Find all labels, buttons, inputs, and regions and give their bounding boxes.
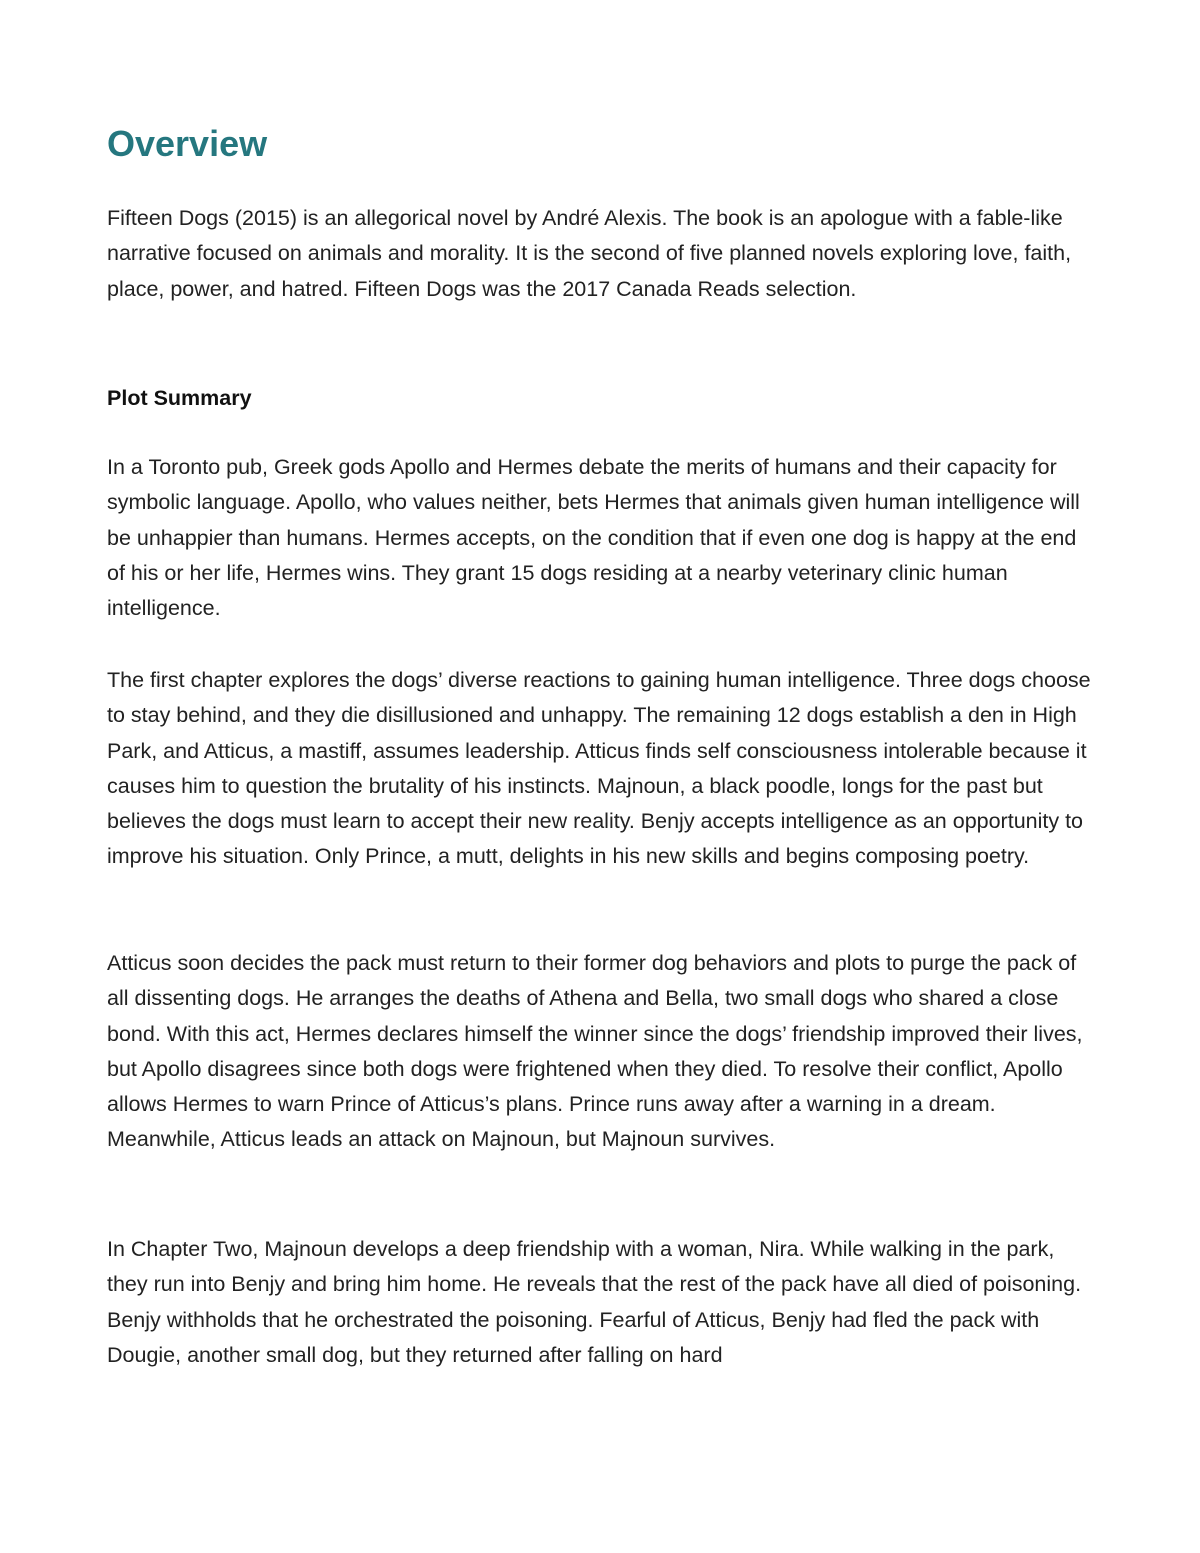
plot-summary-heading: Plot Summary	[107, 386, 252, 410]
plot-paragraph: The first chapter explores the dogs’ diverse reactions to gaining human intelligence. Three dogs choose to stay behind, and they die disillusioned and unhappy. The remaining 12 dogs establish a den in High Park, and Atticus, a mastiff, assumes leadership. Atticus finds self consciousness intolerable because it causes him to question the brutality of his instincts. Majnoun, a black poodle, longs for the past but believes the dogs must learn to accept their new reality. Benjy accepts intelligence as an opportunity to improve his situation. Only Prince, a mutt, delights in his new skills and begins composing poetry.	[107, 668, 1091, 869]
plot-paragraph: In a Toronto pub, Greek gods Apollo and Hermes debate the merits of humans and their capacity for symbolic language. Apollo, who values neither, bets Hermes that animals given human intelligence will be unhappier than humans. Hermes accepts, on the condition that if even one dog is happy at the end of his or her life, Hermes wins. They grant 15 dogs residing at a nearby veterinary clinic human intelligence.	[107, 455, 1080, 621]
intro-paragraph: Fifteen Dogs (2015) is an allegorical novel by André Alexis. The book is an apologue with a fable-like narrative focused on animals and morality. It is the second of five planned novels exploring love, faith, place, power, and hatred. Fifteen Dogs was the 2017 Canada Reads selection.	[107, 206, 1072, 301]
plot-paragraph: In Chapter Two, Majnoun develops a deep friendship with a woman, Nira. While walking in the park, they run into Benjy and bring him home. He reveals that the rest of the pack have all died of poisoning. Benjy withholds that he orchestrated the poisoning. Fearful of Atticus, Benjy had fled the pack with Dougie, another small dog, but they returned after falling on hard	[107, 1237, 1082, 1367]
plot-paragraph: Atticus soon decides the pack must return to their former dog behaviors and plots to purge the pack of all dissenting dogs. He arranges the deaths of Athena and Bella, two small dogs who shared a close bond. With this act, Hermes declares himself the winner since the dogs’ friendship improved their lives, but Apollo disagrees since both dogs were frightened when they died. To resolve their conflict, Apollo allows Hermes to warn Prince of Atticus’s plans. Prince runs away after a warning in a dream. Meanwhile, Atticus leads an attack on Majnoun, but Majnoun survives.	[107, 951, 1083, 1152]
page-title: Overview	[107, 123, 268, 164]
